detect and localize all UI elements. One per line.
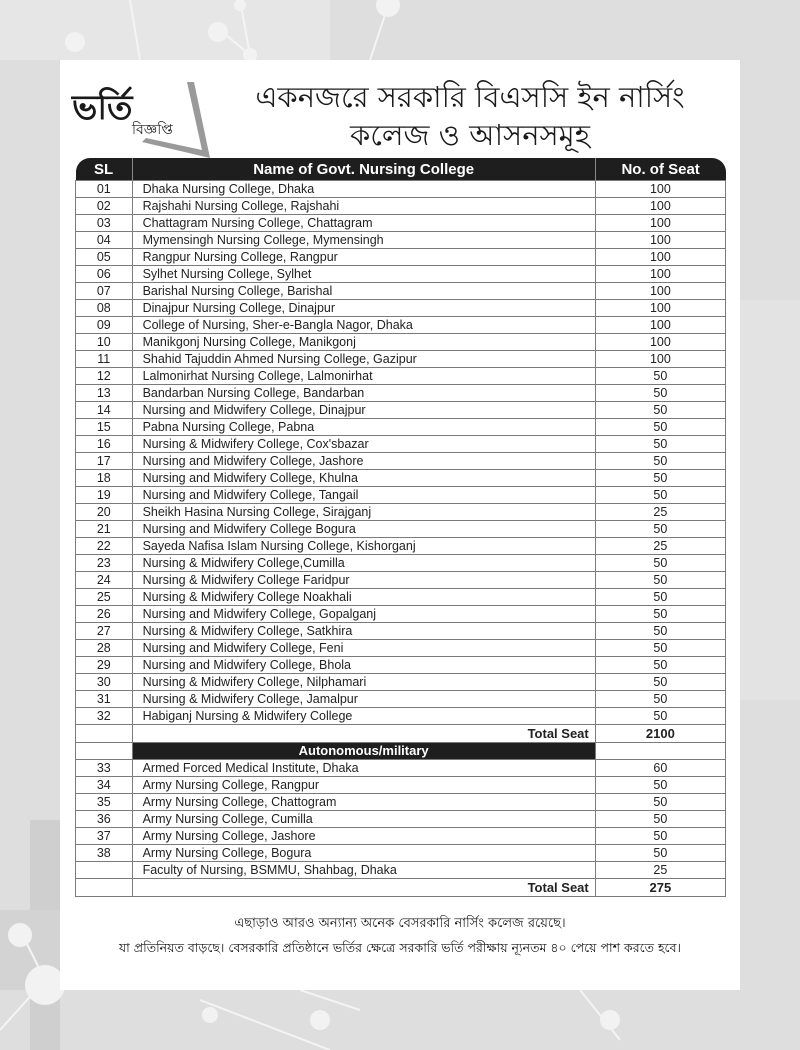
military-total-value: 275 xyxy=(595,879,725,897)
table-row xyxy=(76,555,726,572)
section-header-row xyxy=(76,743,726,760)
nursing-college-seat-table xyxy=(75,158,726,897)
row-seat-count: 25 xyxy=(595,538,725,555)
row-seat-count: 50 xyxy=(595,777,725,794)
row-sl: 23 xyxy=(76,555,133,572)
row-seat-count: 50 xyxy=(595,845,725,862)
row-college-name: Army Nursing College, Bogura xyxy=(132,845,595,862)
row-seat-count: 50 xyxy=(595,521,725,538)
row-seat-count: 50 xyxy=(595,470,725,487)
row-seat-count: 50 xyxy=(595,419,725,436)
row-seat-count: 50 xyxy=(595,402,725,419)
row-college-name: Sayeda Nafisa Islam Nursing College, Kishorganj xyxy=(132,538,595,555)
table-row xyxy=(76,453,726,470)
row-sl: 12 xyxy=(76,368,133,385)
table-row xyxy=(76,470,726,487)
header-name: Name of Govt. Nursing College xyxy=(132,158,595,181)
footer-note-line-1: এছাড়াও আরও অন্যান্য অনেক বেসরকারি নার্সিং কলেজ রয়েছে। xyxy=(234,916,566,931)
row-seat-count: 50 xyxy=(595,623,725,640)
row-college-name: Manikgonj Nursing College, Manikgonj xyxy=(132,334,595,351)
row-sl: 10 xyxy=(76,334,133,351)
table-row xyxy=(76,232,726,249)
table-row xyxy=(76,708,726,725)
table-row xyxy=(76,572,726,589)
row-college-name: Nursing & Midwifery College, Nilphamari xyxy=(132,674,595,691)
row-college-name: Pabna Nursing College, Pabna xyxy=(132,419,595,436)
table-row xyxy=(76,623,726,640)
row-seat-count: 100 xyxy=(595,249,725,266)
row-sl: 11 xyxy=(76,351,133,368)
row-seat-count: 100 xyxy=(595,266,725,283)
table-row xyxy=(76,794,726,811)
table-row xyxy=(76,777,726,794)
row-sl: 38 xyxy=(76,845,133,862)
row-seat-count: 100 xyxy=(595,300,725,317)
row-college-name: Nursing & Midwifery College,Cumilla xyxy=(132,555,595,572)
row-college-name: Sylhet Nursing College, Sylhet xyxy=(132,266,595,283)
table-row xyxy=(76,368,726,385)
row-college-name: Army Nursing College, Jashore xyxy=(132,828,595,845)
logo-main-text: ভর্তি xyxy=(72,88,133,128)
table-row xyxy=(76,402,726,419)
table-row xyxy=(76,317,726,334)
table-row xyxy=(76,538,726,555)
row-seat-count: 50 xyxy=(595,794,725,811)
military-total-label: Total Seat xyxy=(132,879,595,897)
table-row xyxy=(76,606,726,623)
row-college-name: Army Nursing College, Chattogram xyxy=(132,794,595,811)
row-college-name: Nursing and Midwifery College, Bhola xyxy=(132,657,595,674)
row-sl: 15 xyxy=(76,419,133,436)
govt-total-row xyxy=(76,725,726,743)
row-sl: 31 xyxy=(76,691,133,708)
row-seat-count: 100 xyxy=(595,334,725,351)
row-college-name: Rangpur Nursing College, Rangpur xyxy=(132,249,595,266)
row-seat-count: 100 xyxy=(595,283,725,300)
row-seat-count: 50 xyxy=(595,453,725,470)
row-sl: 28 xyxy=(76,640,133,657)
table-row xyxy=(76,300,726,317)
row-college-name: Barishal Nursing College, Barishal xyxy=(132,283,595,300)
logo-sub-text: বিজ্ঞপ্তি xyxy=(132,122,173,138)
table-row xyxy=(76,283,726,300)
row-seat-count: 50 xyxy=(595,385,725,402)
table-row xyxy=(76,691,726,708)
row-seat-count: 50 xyxy=(595,708,725,725)
row-seat-count: 25 xyxy=(595,862,725,879)
military-college-rows xyxy=(76,760,726,879)
table-row xyxy=(76,266,726,283)
table-row xyxy=(76,487,726,504)
table-row xyxy=(76,657,726,674)
row-seat-count: 50 xyxy=(595,572,725,589)
table-row xyxy=(76,589,726,606)
table-row xyxy=(76,674,726,691)
row-college-name: Shahid Tajuddin Ahmed Nursing College, Gazipur xyxy=(132,351,595,368)
row-sl: 09 xyxy=(76,317,133,334)
row-seat-count: 50 xyxy=(595,606,725,623)
row-seat-count: 50 xyxy=(595,674,725,691)
row-college-name: Nursing and Midwifery College, Gopalganj xyxy=(132,606,595,623)
title-line-2: কলেজ ও আসনসমূহ xyxy=(349,118,591,152)
row-seat-count: 50 xyxy=(595,828,725,845)
row-college-name: Army Nursing College, Cumilla xyxy=(132,811,595,828)
row-sl: 14 xyxy=(76,402,133,419)
row-sl: 18 xyxy=(76,470,133,487)
row-sl: 32 xyxy=(76,708,133,725)
row-seat-count: 50 xyxy=(595,436,725,453)
table-row xyxy=(76,215,726,232)
row-sl: 27 xyxy=(76,623,133,640)
row-seat-count: 100 xyxy=(595,351,725,368)
row-sl: 05 xyxy=(76,249,133,266)
row-college-name: Dhaka Nursing College, Dhaka xyxy=(132,181,595,198)
row-college-name: Sheikh Hasina Nursing College, Sirajganj xyxy=(132,504,595,521)
title-line-1: একনজরে সরকারি বিএসসি ইন নার্সিং xyxy=(255,80,685,114)
row-sl: 21 xyxy=(76,521,133,538)
admission-notice-logo xyxy=(72,82,222,162)
table-row xyxy=(76,845,726,862)
table-row xyxy=(76,198,726,215)
row-sl: 30 xyxy=(76,674,133,691)
row-sl xyxy=(76,862,133,879)
row-sl: 25 xyxy=(76,589,133,606)
row-seat-count: 25 xyxy=(595,504,725,521)
row-college-name: Nursing & Midwifery College, Jamalpur xyxy=(132,691,595,708)
table-row xyxy=(76,419,726,436)
table-row xyxy=(76,811,726,828)
govt-total-label: Total Seat xyxy=(132,725,595,743)
row-sl: 33 xyxy=(76,760,133,777)
page-title xyxy=(220,78,720,154)
row-seat-count: 50 xyxy=(595,368,725,385)
table-row xyxy=(76,249,726,266)
row-college-name: Rajshahi Nursing College, Rajshahi xyxy=(132,198,595,215)
row-college-name: Nursing and Midwifery College, Tangail xyxy=(132,487,595,504)
row-sl: 24 xyxy=(76,572,133,589)
row-sl: 16 xyxy=(76,436,133,453)
row-college-name: Nursing & Midwifery College Noakhali xyxy=(132,589,595,606)
footer-note-line-2: যা প্রতিনিয়ত বাড়ছে। বেসরকারি প্রতিষ্ঠানে ভর্তির ক্ষেত্রে সরকারি ভর্তি পরীক্ষায় ন্যূনতম ৪০ পেয়ে পাশ করতে হবে। xyxy=(118,940,681,955)
section-empty-sl xyxy=(76,743,133,760)
row-sl: 02 xyxy=(76,198,133,215)
row-sl: 01 xyxy=(76,181,133,198)
military-total-row xyxy=(76,879,726,897)
row-college-name: Nursing & Midwifery College, Satkhira xyxy=(132,623,595,640)
row-sl: 22 xyxy=(76,538,133,555)
row-college-name: Nursing & Midwifery College Faridpur xyxy=(132,572,595,589)
row-college-name: Armed Forced Medical Institute, Dhaka xyxy=(132,760,595,777)
row-sl: 13 xyxy=(76,385,133,402)
row-college-name: Habiganj Nursing & Midwifery College xyxy=(132,708,595,725)
govt-total-empty xyxy=(76,725,133,743)
row-sl: 08 xyxy=(76,300,133,317)
row-college-name: Nursing and Midwifery College, Dinajpur xyxy=(132,402,595,419)
row-sl: 26 xyxy=(76,606,133,623)
row-sl: 37 xyxy=(76,828,133,845)
govt-total-value: 2100 xyxy=(595,725,725,743)
table-header-row xyxy=(76,158,726,181)
table-row xyxy=(76,436,726,453)
row-seat-count: 50 xyxy=(595,657,725,674)
row-college-name: Nursing and Midwifery College, Feni xyxy=(132,640,595,657)
row-sl: 07 xyxy=(76,283,133,300)
row-seat-count: 50 xyxy=(595,487,725,504)
row-seat-count: 50 xyxy=(595,640,725,657)
header-sl: SL xyxy=(76,158,133,181)
table-row xyxy=(76,504,726,521)
row-college-name: Nursing and Midwifery College, Jashore xyxy=(132,453,595,470)
row-sl: 03 xyxy=(76,215,133,232)
table-row xyxy=(76,640,726,657)
table-row xyxy=(76,181,726,198)
row-sl: 17 xyxy=(76,453,133,470)
row-seat-count: 100 xyxy=(595,232,725,249)
row-sl: 36 xyxy=(76,811,133,828)
row-sl: 35 xyxy=(76,794,133,811)
row-sl: 06 xyxy=(76,266,133,283)
row-college-name: College of Nursing, Sher-e-Bangla Nagor, Dhaka xyxy=(132,317,595,334)
row-college-name: Nursing and Midwifery College Bogura xyxy=(132,521,595,538)
row-sl: 29 xyxy=(76,657,133,674)
row-seat-count: 50 xyxy=(595,691,725,708)
row-seat-count: 60 xyxy=(595,760,725,777)
row-college-name: Chattagram Nursing College, Chattagram xyxy=(132,215,595,232)
section-empty-seat xyxy=(595,743,725,760)
row-sl: 20 xyxy=(76,504,133,521)
row-college-name: Dinajpur Nursing College, Dinajpur xyxy=(132,300,595,317)
footer-note xyxy=(60,912,740,960)
row-college-name: Nursing & Midwifery College, Cox'sbazar xyxy=(132,436,595,453)
row-college-name: Mymensingh Nursing College, Mymensingh xyxy=(132,232,595,249)
row-college-name: Bandarban Nursing College, Bandarban xyxy=(132,385,595,402)
row-seat-count: 50 xyxy=(595,811,725,828)
row-seat-count: 50 xyxy=(595,589,725,606)
row-seat-count: 100 xyxy=(595,198,725,215)
row-sl: 19 xyxy=(76,487,133,504)
table-row xyxy=(76,351,726,368)
row-college-name: Lalmonirhat Nursing College, Lalmonirhat xyxy=(132,368,595,385)
row-college-name: Nursing and Midwifery College, Khulna xyxy=(132,470,595,487)
row-sl: 04 xyxy=(76,232,133,249)
row-seat-count: 100 xyxy=(595,181,725,198)
govt-college-rows xyxy=(76,181,726,725)
table-row xyxy=(76,862,726,879)
row-sl: 34 xyxy=(76,777,133,794)
table-row xyxy=(76,334,726,351)
table-row xyxy=(76,828,726,845)
row-college-name: Army Nursing College, Rangpur xyxy=(132,777,595,794)
section-label: Autonomous/military xyxy=(132,743,595,760)
table-row xyxy=(76,760,726,777)
header-seats: No. of Seat xyxy=(595,158,725,181)
row-seat-count: 50 xyxy=(595,555,725,572)
row-seat-count: 100 xyxy=(595,215,725,232)
row-seat-count: 100 xyxy=(595,317,725,334)
row-college-name: Faculty of Nursing, BSMMU, Shahbag, Dhaka xyxy=(132,862,595,879)
military-total-empty xyxy=(76,879,133,897)
table-row xyxy=(76,385,726,402)
table-row xyxy=(76,521,726,538)
